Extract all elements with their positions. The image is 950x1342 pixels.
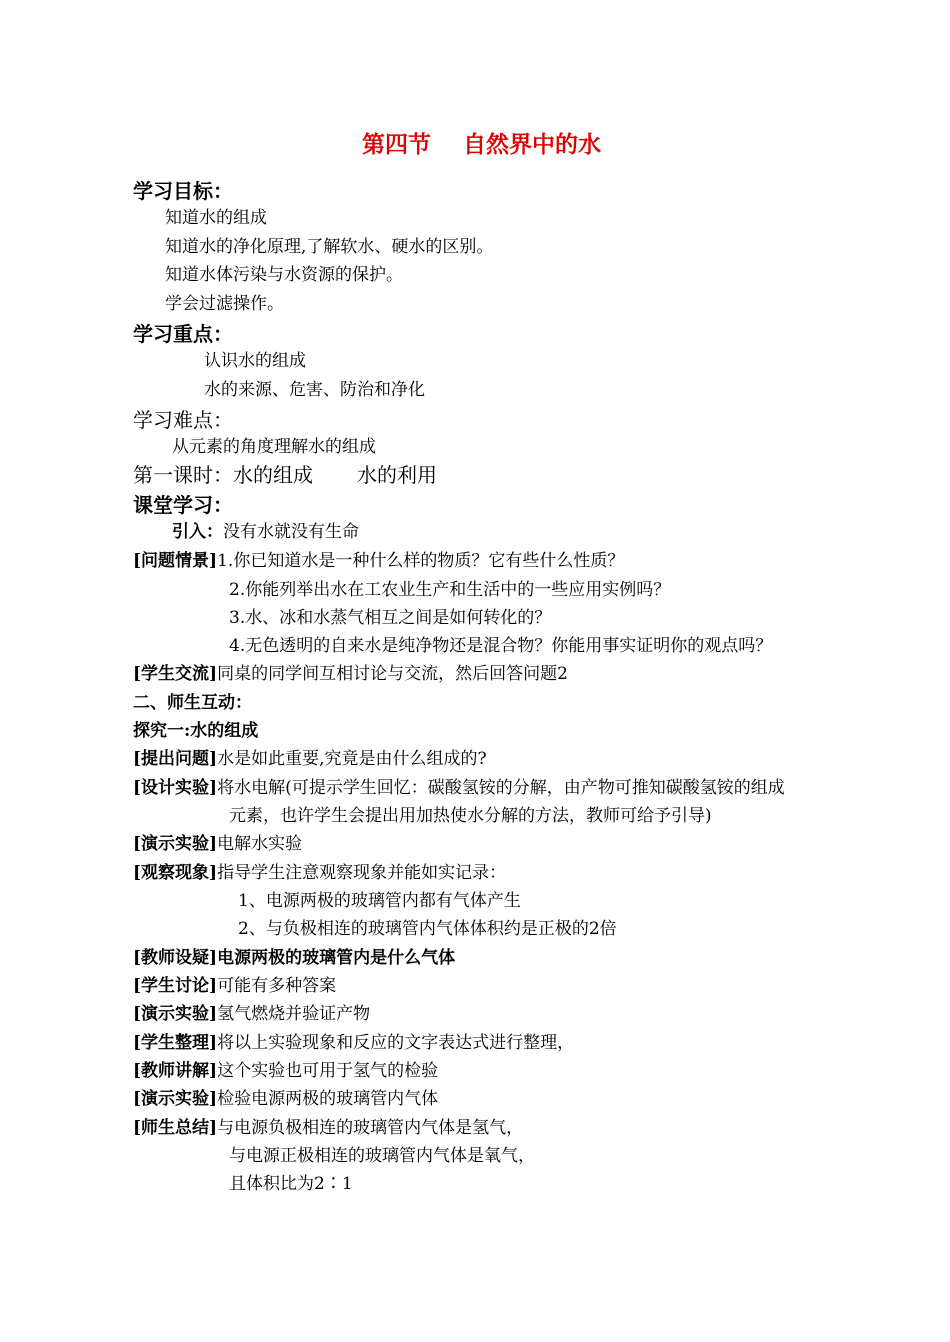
classroom-heading: 课堂学习： [133, 493, 233, 517]
step-line [133, 1120, 523, 1137]
step-text: 电源两极的玻璃管内是什么气体 [217, 948, 456, 968]
lesson-line [133, 465, 437, 485]
key-points-heading: 学习重点： [133, 322, 233, 346]
step-line [133, 1063, 438, 1080]
page-title [362, 133, 601, 156]
difficulty-item: 从元素的角度理解水的组成 [172, 437, 376, 457]
summary-line: 与电源正极相连的玻璃管内气体是氧气， [229, 1146, 535, 1166]
step-line [133, 1006, 370, 1023]
interaction-heading: 二、师生互动： [133, 693, 252, 713]
step-tag: [教师讲解] [133, 1061, 218, 1081]
step-tag: [演示实验] [133, 1089, 218, 1109]
step-tag: [设计实验] [133, 778, 218, 798]
step-line [133, 865, 506, 882]
step-tag: [学生讨论] [133, 976, 218, 996]
goal-item: 学会过滤操作。 [165, 294, 284, 314]
summary-line: 且体积比为2∶1 [229, 1174, 353, 1194]
step-text: 氢气燃烧并验证产物 [217, 1004, 371, 1024]
step-text: 电解水实验 [217, 834, 303, 854]
step-tag: [提出问题] [133, 749, 218, 769]
step-line [133, 836, 302, 853]
step-line [133, 978, 336, 995]
step-text: 将以上实验现象和反应的文字表达式进行整理， [217, 1033, 575, 1053]
goal-item: 知道水体污染与水资源的保护。 [165, 265, 403, 285]
step-tag: [师生总结] [133, 1118, 218, 1138]
step-text: 可能有多种答案 [217, 976, 337, 996]
observation-item: 1、电源两极的玻璃管内都有气体产生 [238, 891, 521, 911]
step-tag: [演示实验] [133, 1004, 218, 1024]
question-item: 2.你能列举出水在工农业生产和生活中的一些应用实例吗？ [229, 580, 671, 600]
lesson-topic-1: 水的组成 [233, 463, 313, 487]
goal-item: 知道水的净化原理,了解软水、硬水的区别。 [165, 237, 494, 257]
step-tag: [学生整理] [133, 1033, 218, 1053]
student-exchange-line [133, 666, 568, 683]
lesson-topic-2: 水的利用 [357, 463, 437, 487]
title-topic: 自然界中的水 [463, 131, 601, 158]
step-text: 这个实验也可用于氢气的检验 [217, 1061, 439, 1081]
step-text: 将水电解(可提示学生回忆：碳酸氢铵的分解，由产物可推知碳酸氢铵的组成 [217, 778, 785, 798]
step-line [133, 1035, 574, 1052]
step-tag: [教师设疑] [133, 948, 218, 968]
question-scene-line [133, 553, 624, 570]
observation-item: 2、与负极相连的玻璃管内气体体积约是正极的2倍 [238, 919, 617, 939]
key-point-item: 认识水的组成 [204, 351, 306, 371]
step-line [133, 780, 785, 797]
step-line [133, 1091, 438, 1108]
question-item: 3.水、冰和水蒸气相互之间是如何转化的？ [229, 608, 552, 628]
step-text: 检验电源两极的玻璃管内气体 [217, 1089, 439, 1109]
step-line [133, 950, 455, 967]
step-text: 指导学生注意观察现象并能如实记录： [217, 863, 507, 883]
intro-label: 引入： [172, 522, 223, 542]
difficulties-heading: 学习难点： [133, 408, 233, 432]
explore1-heading: 探究一:水的组成 [133, 721, 259, 741]
goal-item: 知道水的组成 [165, 208, 267, 228]
step-tag: [演示实验] [133, 834, 218, 854]
goals-heading: 学习目标： [133, 179, 233, 203]
intro-text: 没有水就没有生命 [223, 522, 359, 542]
student-exchange-text: 同桌的同学间互相讨论与交流，然后回答问题2 [217, 664, 568, 684]
step-text-continued: 元素，也许学生会提出用加热使水分解的方法，教师可给予引导) [229, 806, 712, 826]
student-exchange-tag: [学生交流] [133, 664, 218, 684]
question-item: 4.无色透明的自来水是纯净物还是混合物？你能用事实证明你的观点吗？ [229, 636, 773, 656]
question-scene-tag: [问题情景] [133, 551, 218, 571]
question-item: 1.你已知道水是一种什么样的物质？它有些什么性质？ [217, 551, 625, 571]
step-line [133, 751, 487, 768]
step-text: 水是如此重要,究竟是由什么组成的? [217, 749, 487, 769]
lesson-label: 第一课时： [133, 463, 233, 487]
step-tag: [观察现象] [133, 863, 218, 883]
intro-line [172, 524, 359, 541]
key-point-item: 水的来源、危害、防治和净化 [204, 380, 425, 400]
title-section: 第四节 [362, 131, 431, 158]
step-text: 与电源负极相连的玻璃管内气体是氢气， [217, 1118, 524, 1138]
